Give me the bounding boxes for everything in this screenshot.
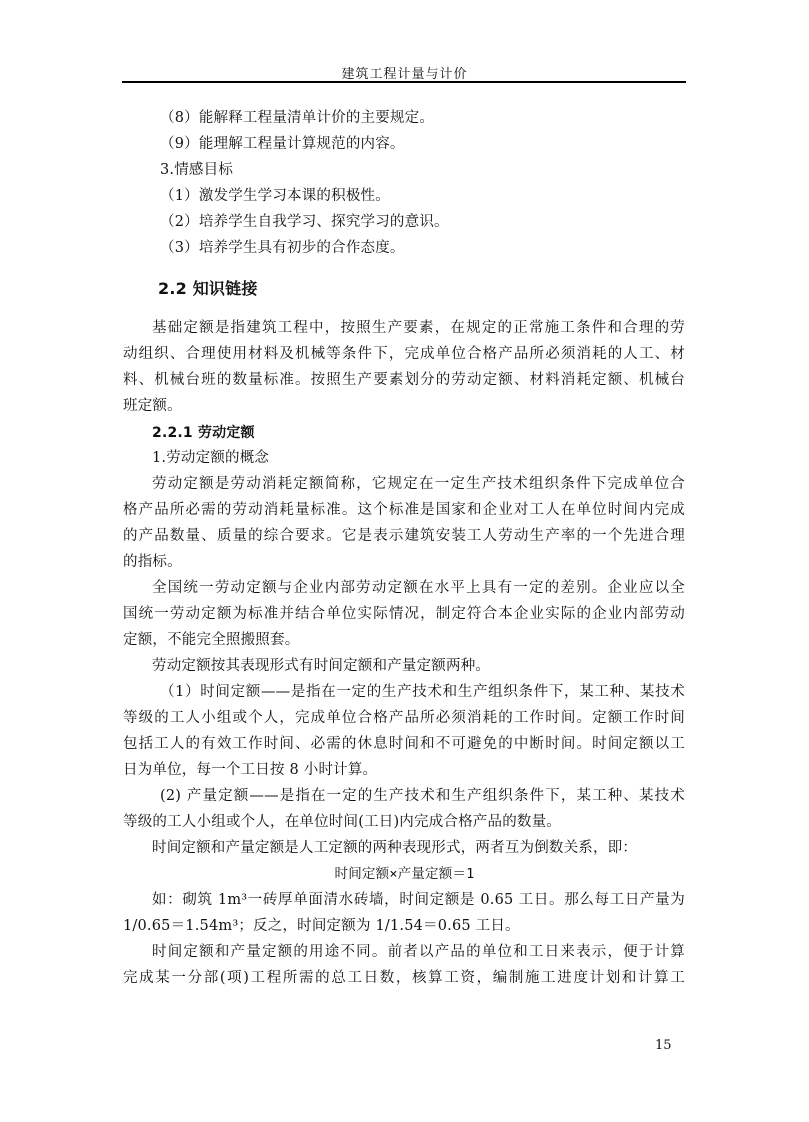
paragraph-line: 如：砌筑 1m³一砖厚单面清水砖墙，时间定额是 0.65 工日。那么每工日产量为 [152, 892, 685, 908]
section-heading-2-2-1: 2.2.1 劳动定额 [152, 425, 255, 441]
paragraph-line: 完成某一分部(项)工程所需的总工日数，核算工资，编制施工进度计划和计算工 [123, 970, 685, 986]
paragraph-line: 国统一劳动定额为标准并结合单位实际情况，制定符合本企业实际的企业内部劳动 [123, 606, 685, 622]
paragraph-line: 的指标。 [123, 554, 182, 570]
page-header-rule [122, 81, 686, 83]
paragraph-line: 1/0.65＝1.54m³；反之，时间定额为 1/1.54＝0.65 工日。 [123, 918, 520, 934]
paragraph-line: 等级的工人小组或个人，完成单位合格产品所必须消耗的工作时间。定额工作时间 [123, 710, 685, 726]
paragraph-line: 定额，不能完全照搬照套。 [123, 632, 300, 648]
page-number: 15 [655, 1038, 672, 1053]
list-item-e3: （3）培养学生具有初步的合作态度。 [160, 240, 405, 256]
list-item-8: （8）能解释工程量清单计价的主要规定。 [160, 110, 435, 126]
section-heading-2-2: 2.2 知识链接 [158, 279, 258, 298]
paragraph-line: 基础定额是指建筑工程中，按照生产要素，在规定的正常施工条件和合理的劳 [152, 320, 685, 336]
list-item-9: （9）能理解工程量计算规范的内容。 [160, 136, 405, 152]
page-header-title: 建筑工程计量与计价 [341, 67, 468, 82]
paragraph-line: 格产品所必需的劳动消耗量标准。这个标准是国家和企业对工人在单位时间内完成 [123, 502, 685, 518]
paragraph-line: 时间定额和产量定额的用途不同。前者以产品的单位和工日来表示，便于计算 [152, 944, 685, 960]
list-item-e2: （2）培养学生自我学习、探究学习的意识。 [160, 214, 449, 230]
paragraph-line: 劳动定额按其表现形式有时间定额和产量定额两种。 [152, 658, 491, 674]
paragraph-line: 的产品数量、质量的综合要求。它是表示建筑安装工人劳动生产率的一个先进合理 [123, 528, 685, 544]
paragraph-line: 包括工人的有效工作时间、必需的休息时间和不可避免的中断时间。时间定额以工 [123, 736, 685, 752]
paragraph-line: 动组织、合理使用材料及机械等条件下，完成单位合格产品所必须消耗的人工、材 [123, 346, 685, 362]
paragraph-line: 班定额。 [123, 398, 182, 414]
formula: 时间定额×产量定额＝1 [334, 866, 475, 882]
paragraph-line: (2) 产量定额——是指在一定的生产技术和生产组织条件下，某工种、某技术 [160, 788, 685, 804]
paragraph-line: 等级的工人小组或个人，在单位时间(工日)内完成合格产品的数量。 [123, 814, 562, 830]
subsection-label-concept: 1.劳动定额的概念 [152, 450, 270, 466]
paragraph-line: 劳动定额是劳动消耗定额简称，它规定在一定生产技术组织条件下完成单位合 [152, 476, 685, 492]
paragraph-line: 全国统一劳动定额与企业内部劳动定额在水平上具有一定的差别。企业应以全 [152, 580, 685, 596]
paragraph-line: 时间定额和产量定额是人工定额的两种表现形式，两者互为倒数关系，即： [152, 840, 638, 856]
paragraph-line: （1）时间定额——是指在一定的生产技术和生产组织条件下，某工种、某技术 [160, 684, 685, 700]
list-item-e1: （1）激发学生学习本课的积极性。 [160, 188, 390, 204]
paragraph-line: 日为单位，每一个工日按 8 小时计算。 [123, 762, 378, 778]
subsection-label-emotion-goals: 3.情感目标 [160, 162, 234, 178]
paragraph-line: 料、机械台班的数量标准。按照生产要素划分的劳动定额、材料消耗定额、机械台 [123, 372, 685, 388]
